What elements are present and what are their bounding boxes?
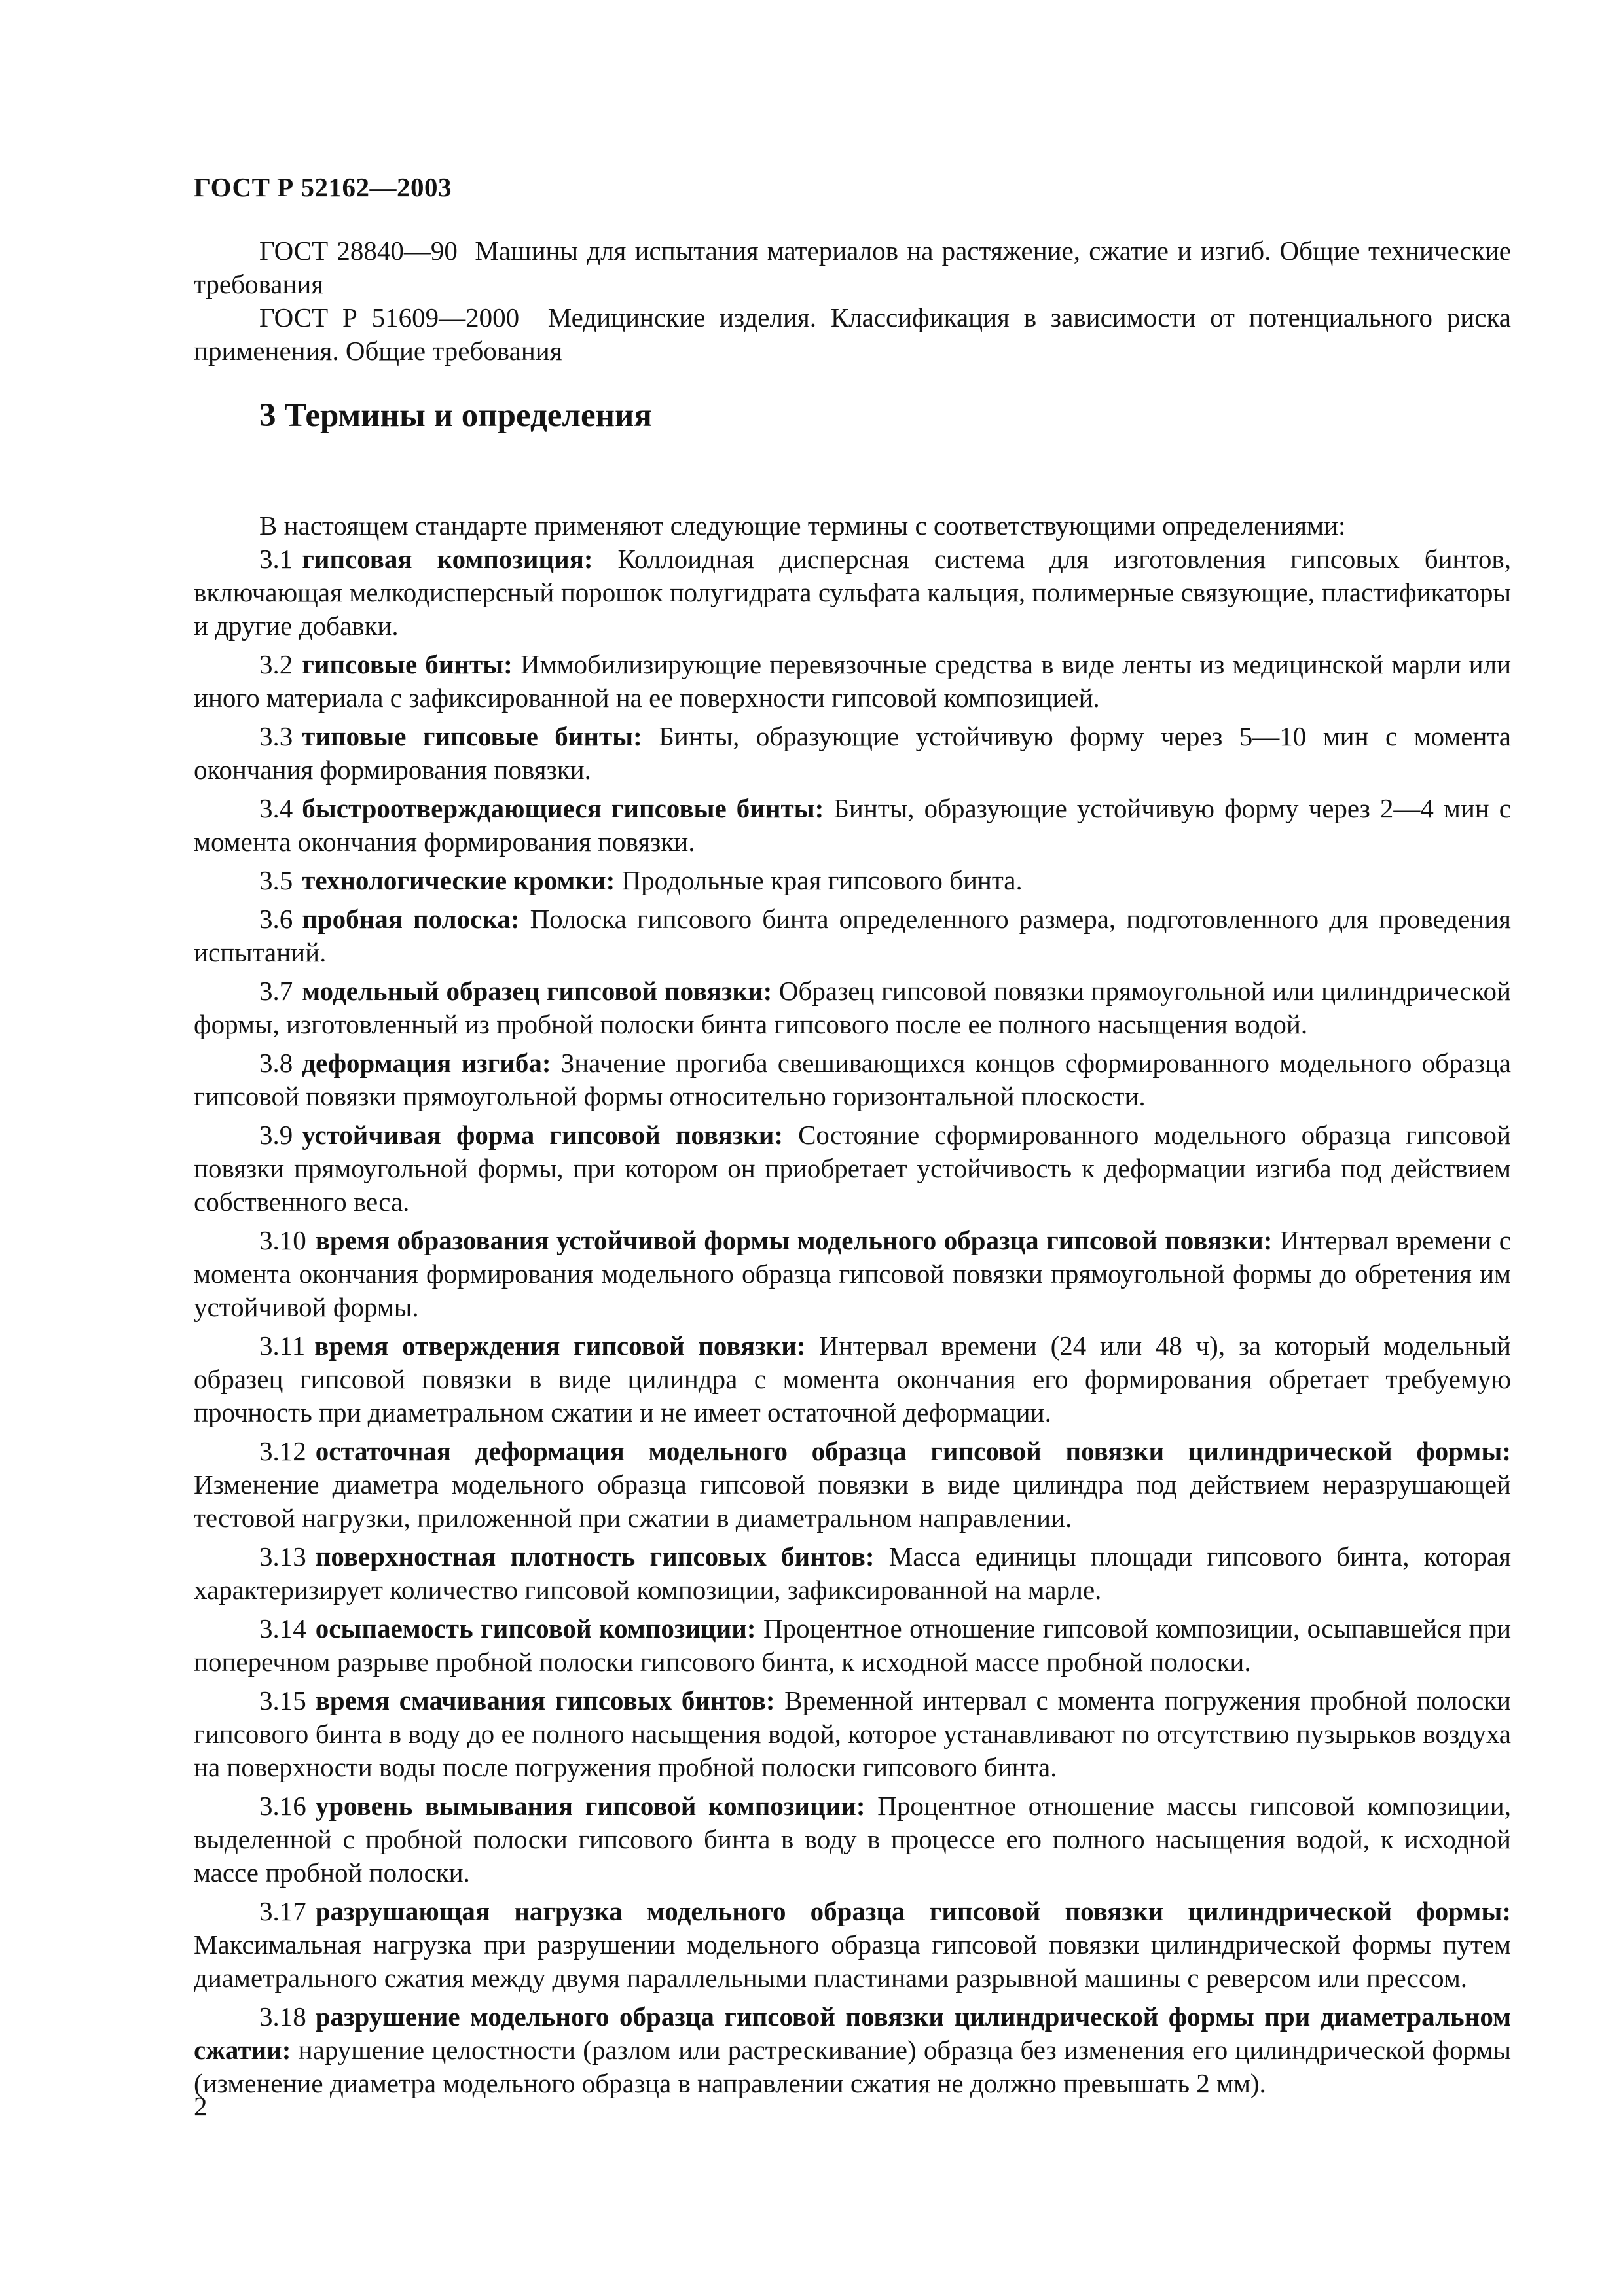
definition-text: Состояние сформированного модельного образца гипсовой повязки прямоугольной формы, при котором он приобретает устойчивость к деформации изгиба под действием собственного веса. [194,1120,1512,1217]
definition-number: 3.17 [259,1896,306,1926]
definition-number: 3.9 [259,1120,293,1150]
definition-number: 3.7 [259,976,293,1006]
definition-term: осыпаемость гипсовой композиции: [315,1613,756,1643]
definition-text: Коллоидная дисперсная система для изготовления гипсовых бинтов, включающая мелкодисперсный порошок полугидрата сульфата кальция, полимерные связующие, пластификаторы и другие добавки. [194,544,1511,641]
definition-term: устойчивая форма гипсовой повязки: [302,1120,784,1150]
reference-list [194,234,1511,368]
page-number: 2 [194,2091,208,2121]
definition-text: Изменение диаметра модельного образца гипсовой повязки в виде цилиндра под действием неразрушающей тестовой нагрузки, приложенной при сжатии в диаметральном направлении. [194,1469,1511,1533]
reference-code: ГОСТ 28840—90 [259,236,458,266]
definition-item [194,1684,1511,1784]
definition-text: Значение прогиба свешивающихся концов сформированного модельного образца гипсовой повязки прямоугольной формы относительно горизонтальной плоскости. [194,1048,1512,1111]
definition-text: Максимальная нагрузка при разрушении модельного образца гипсовой повязки цилиндрической формы путем диаметрального сжатия между двумя параллельными пластинами разрывной машины с реверсом или прессом. [194,1929,1511,1993]
definition-item [194,1612,1511,1679]
definition-term: быстроотверждающиеся гипсовые бинты: [302,793,824,823]
definition-text: Образец гипсовой повязки прямоугольной или цилиндрической формы, изготовленный из пробной полоски бинта гипсового после ее полного насыщения водой. [194,976,1511,1039]
definition-number: 3.5 [259,865,293,895]
definition-number: 3.1 [259,544,293,574]
definition-item [194,1047,1511,1113]
reference-text: Машины для испытания материалов на растяжение, сжатие и изгиб. Общие технические требования [194,236,1512,299]
definition-item [194,720,1511,787]
definition-text: Интервал времени (24 или 48 ч), за который модельный образец гипсовой повязки в виде цилиндра с момента окончания его формирования обретает требуемую прочность при диаметральном сжатии и не имеет остаточной деформации. [194,1331,1511,1427]
definition-number: 3.2 [259,649,293,679]
definition-number: 3.14 [259,1613,306,1643]
definition-number: 3.6 [259,904,293,934]
definition-list [194,543,1511,2100]
definition-item [194,792,1511,859]
reference-text: Медицинские изделия. Классификация в зависимости от потенциального риска применения. Общие требования [194,302,1511,366]
definition-number: 3.8 [259,1048,293,1078]
definition-number: 3.15 [259,1685,306,1715]
definition-number: 3.3 [259,721,293,751]
definition-text: Продольные края гипсового бинта. [621,865,1023,895]
definition-number: 3.18 [259,2001,306,2032]
definition-item [194,864,1511,897]
definition-term: типовые гипсовые бинты: [302,721,642,751]
definition-term: разрушающая нагрузка модельного образца гипсовой повязки цилиндрической формы: [315,1896,1511,1926]
definition-text: Бинты, образующие устойчивую форму через 2—4 мин с момента окончания формирования повязки. [194,793,1511,857]
definition-text: Временной интервал с момента погружения пробной полоски гипсового бинта в воду до ее полного насыщения водой, которое устанавливают по отсутствию пузырьков воздуха на поверхности воды после погружения пробной полоски гипсового бинта. [194,1685,1512,1782]
definition-text: Бинты, образующие устойчивую форму через 5—10 мин с момента окончания формирования повязки. [194,721,1511,785]
definition-term: пробная полоска: [302,904,520,934]
definition-item [194,1329,1511,1429]
definition-item [194,1119,1511,1219]
definition-text: Процентное отношение массы гипсовой композиции, выделенной с пробной полоски гипсового бинта в воду в процессе его полного насыщения водой, к исходной массе пробной полоски. [194,1791,1512,1888]
definition-term: деформация изгиба: [302,1048,551,1078]
definition-item [194,1540,1511,1607]
definition-text: Полоска гипсового бинта определенного размера, подготовленного для проведения испытаний. [194,904,1511,967]
definition-number: 3.11 [259,1331,306,1361]
definition-term: время образования устойчивой формы модельного образца гипсовой повязки: [315,1225,1273,1255]
definition-number: 3.12 [259,1436,306,1466]
definition-item [194,1789,1511,1890]
definition-term: гипсовая композиция: [302,544,593,574]
definition-number: 3.4 [259,793,293,823]
definition-item [194,2000,1511,2100]
definition-term: модельный образец гипсовой повязки: [302,976,773,1006]
definition-term: гипсовые бинты: [302,649,513,679]
definition-text: Масса единицы площади гипсового бинта, которая характеризирует количество гипсовой композиции, зафиксированной на марле. [194,1541,1511,1605]
definition-text: Интервал времени с момента окончания формирования модельного образца гипсовой повязки прямоугольной формы до обретения им устойчивой формы. [194,1225,1511,1322]
definitions-body [194,509,1511,2100]
definition-item [194,1895,1511,1995]
definition-text: нарушение целостности (разлом или растрескивание) образца без изменения его цилиндрической формы (изменение диаметра модельного образца в направлении сжатия не должно превышать 2 мм). [194,2035,1511,2098]
definition-text: Процентное отношение гипсовой композиции, осыпавшейся при поперечном разрыве пробной полоски гипсового бинта, к исходной массе пробной полоски. [194,1613,1512,1677]
definition-item [194,543,1511,643]
definition-text: Иммобилизирующие перевязочные средства в виде ленты из медицинской марли или иного материала с зафиксированной на ее поверхности гипсовой композицией. [194,649,1512,713]
definition-term: разрушение модельного образца гипсовой повязки цилиндрической формы при диаметральном сжатии: [194,2001,1511,2065]
definition-term: поверхностная плотность гипсовых бинтов: [315,1541,875,1571]
definition-item [194,975,1511,1041]
definition-item [194,648,1511,715]
definition-item [194,1224,1511,1324]
section-title: 3 Термины и определения [259,397,653,434]
definition-item [194,903,1511,969]
definition-term: уровень вымывания гипсовой композиции: [315,1791,866,1821]
reference-code: ГОСТ Р 51609—2000 [259,302,520,332]
definition-item [194,1435,1511,1535]
definition-number: 3.16 [259,1791,306,1821]
definition-number: 3.13 [259,1541,306,1571]
definition-term: остаточная деформация модельного образца гипсовой повязки цилиндрической формы: [315,1436,1511,1466]
standard-header: ГОСТ Р 52162—2003 [194,172,452,202]
section-intro: В настоящем стандарте применяют следующие термины с соответствующими определениями: [259,511,1346,541]
reference-item [194,234,1511,301]
definition-term: технологические кромки: [302,865,615,895]
definition-term: время смачивания гипсовых бинтов: [315,1685,775,1715]
reference-item [194,301,1511,368]
definition-term: время отверждения гипсовой повязки: [314,1331,806,1361]
definition-number: 3.10 [259,1225,306,1255]
